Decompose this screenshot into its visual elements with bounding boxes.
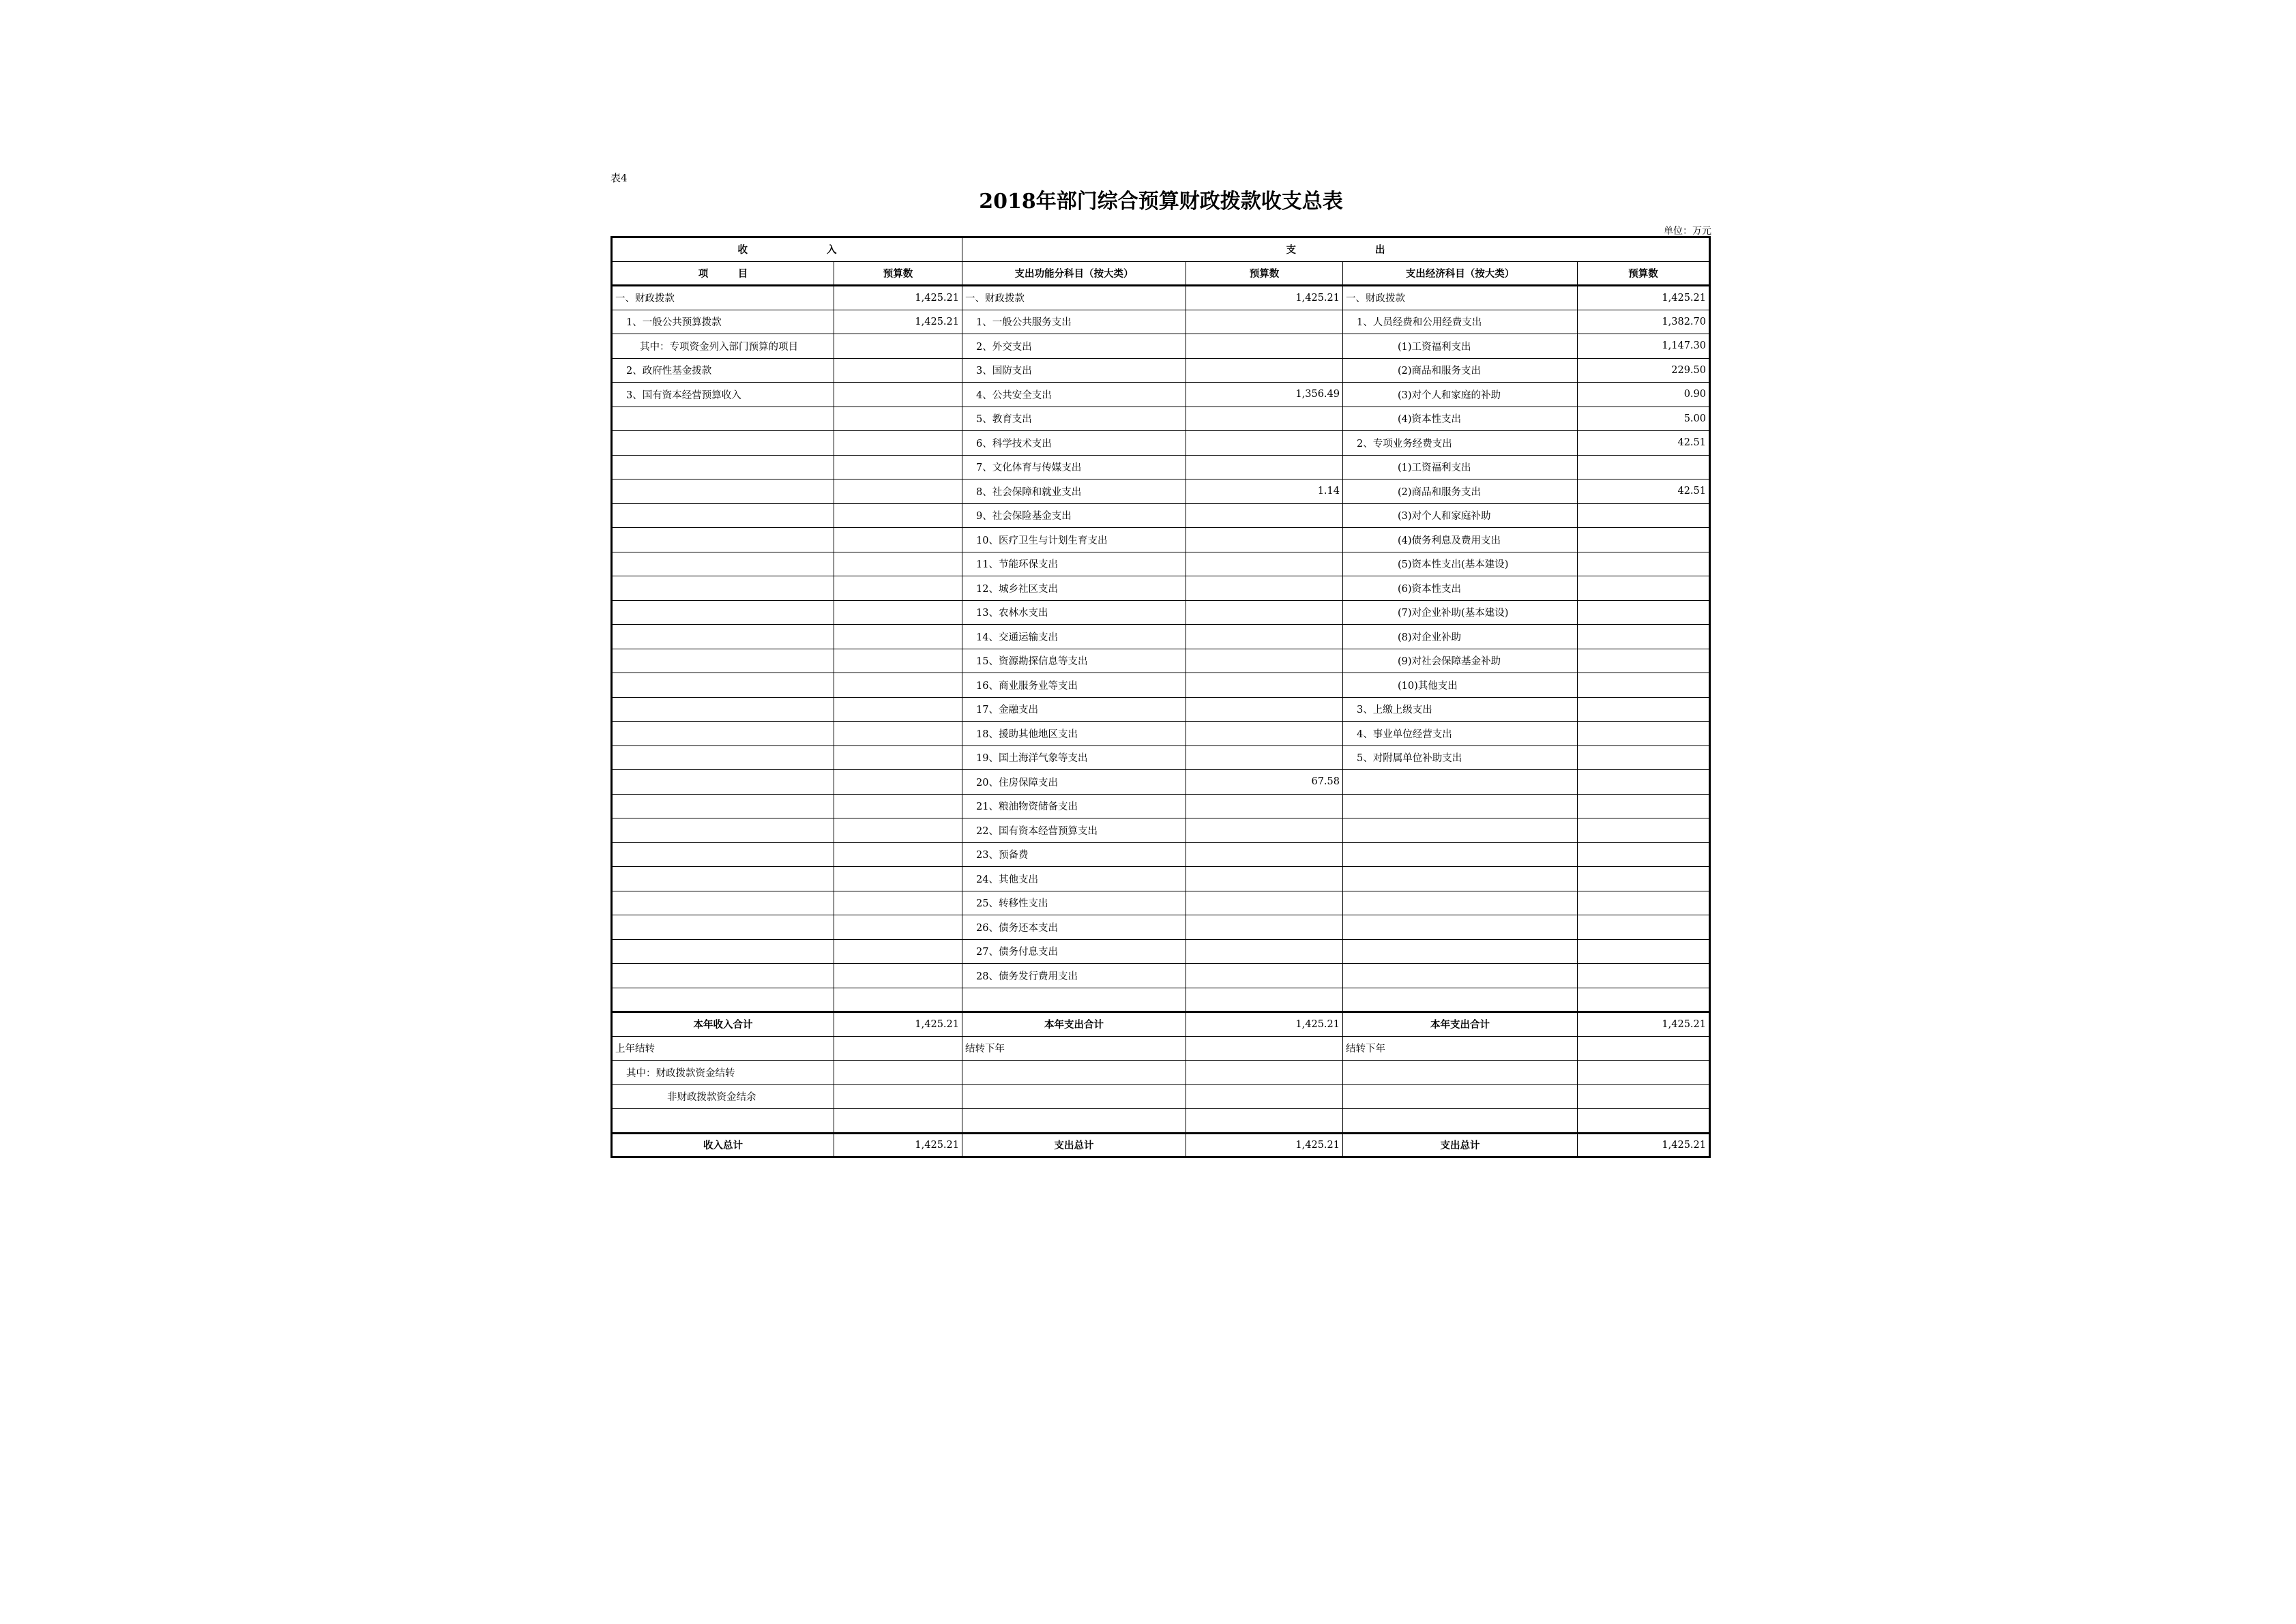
table-row (612, 1061, 1710, 1085)
econ-item-cell: (7)对企业补助(基本建设) (1343, 600, 1578, 625)
func-amount-cell: 67.58 (1186, 770, 1343, 795)
income-item-cell (612, 939, 834, 964)
econ-amount-cell (1578, 503, 1710, 528)
func-item-cell: 1、一般公共服务支出 (962, 310, 1186, 334)
func-amount-cell (1186, 1036, 1343, 1061)
econ-amount-cell (1578, 867, 1710, 891)
income-amount-cell (834, 1036, 962, 1061)
econ-item-cell (1343, 939, 1578, 964)
func-amount-cell (1186, 1084, 1343, 1109)
func-item-cell: 9、社会保险基金支出 (962, 503, 1186, 528)
income-amount-cell: 1,425.21 (834, 1133, 962, 1157)
table-row (612, 842, 1710, 867)
func-item-cell (962, 1084, 1186, 1109)
econ-amount-cell: 0.90 (1578, 383, 1710, 407)
income-item-cell (612, 745, 834, 770)
econ-amount-cell (1578, 818, 1710, 843)
econ-amount-cell (1578, 576, 1710, 601)
econ-amount-cell (1578, 673, 1710, 698)
econ-amount-cell (1578, 552, 1710, 576)
econ-amount-cell (1578, 1036, 1710, 1061)
table-row (612, 722, 1710, 746)
income-item-cell (612, 600, 834, 625)
func-item-cell: 22、国有资本经营预算支出 (962, 818, 1186, 843)
func-amount-cell (1186, 455, 1343, 479)
econ-item-cell: 结转下年 (1343, 1036, 1578, 1061)
income-amount-cell (834, 649, 962, 673)
econ-item-cell: (3)对个人和家庭补助 (1343, 503, 1578, 528)
func-item-cell: 19、国土海洋气象等支出 (962, 745, 1186, 770)
econ-item-cell: (9)对社会保障基金补助 (1343, 649, 1578, 673)
table-row (612, 600, 1710, 625)
income-item-cell (612, 891, 834, 915)
func-amount-cell (1186, 649, 1343, 673)
func-item-cell: 21、粮油物资储备支出 (962, 794, 1186, 818)
func-amount-cell (1186, 794, 1343, 818)
income-amount-cell (834, 383, 962, 407)
econ-item-cell (1343, 1084, 1578, 1109)
column-header-row (612, 261, 1710, 286)
income-item-header: 项 目 (612, 261, 834, 286)
econ-amount-cell (1578, 964, 1710, 988)
econ-amount-header: 预算数 (1578, 261, 1710, 286)
econ-amount-cell (1578, 745, 1710, 770)
income-amount-cell (834, 745, 962, 770)
func-item-cell: 26、债务还本支出 (962, 915, 1186, 940)
econ-item-cell (1343, 1109, 1578, 1134)
econ-amount-cell (1578, 600, 1710, 625)
income-amount-cell (834, 528, 962, 552)
table-label: 表4 (610, 172, 628, 184)
func-amount-cell (1186, 334, 1343, 359)
func-item-cell: 14、交通运输支出 (962, 625, 1186, 649)
func-amount-cell (1186, 867, 1343, 891)
table-row (612, 939, 1710, 964)
econ-amount-cell (1578, 1061, 1710, 1085)
income-amount-cell (834, 988, 962, 1012)
func-item-cell: 支出总计 (962, 1133, 1186, 1157)
func-amount-cell: 1,425.21 (1186, 1012, 1343, 1037)
econ-item-cell (1343, 988, 1578, 1012)
func-amount-cell (1186, 1061, 1343, 1085)
func-amount-cell (1186, 407, 1343, 431)
econ-amount-cell (1578, 1109, 1710, 1134)
func-item-header: 支出功能分科目（按大类） (962, 261, 1186, 286)
budget-table (610, 236, 1711, 1158)
table-row (612, 431, 1710, 456)
unit-label: 单位：万元 (1664, 226, 1711, 237)
income-amount-cell (834, 407, 962, 431)
grand-total-row (612, 1133, 1710, 1157)
income-item-cell (612, 528, 834, 552)
table-row (612, 1036, 1710, 1061)
econ-item-cell (1343, 964, 1578, 988)
econ-item-cell: (2)商品和服务支出 (1343, 479, 1578, 504)
income-amount-header: 预算数 (834, 261, 962, 286)
income-amount-cell (834, 503, 962, 528)
func-amount-cell (1186, 673, 1343, 698)
func-amount-cell (1186, 528, 1343, 552)
func-item-cell: 27、债务付息支出 (962, 939, 1186, 964)
table-row (612, 891, 1710, 915)
table-row (612, 286, 1710, 310)
year-total-row (612, 1012, 1710, 1037)
func-amount-cell: 1.14 (1186, 479, 1343, 504)
func-amount-cell (1186, 697, 1343, 722)
income-item-cell (612, 1109, 834, 1134)
income-amount-cell (834, 964, 962, 988)
econ-amount-cell: 1,425.21 (1578, 286, 1710, 310)
func-amount-cell (1186, 600, 1343, 625)
func-amount-cell (1186, 358, 1343, 383)
income-item-cell (612, 818, 834, 843)
func-item-cell: 6、科学技术支出 (962, 431, 1186, 456)
income-item-cell: 1、一般公共预算拨款 (612, 310, 834, 334)
income-amount-cell (834, 552, 962, 576)
income-item-cell (612, 697, 834, 722)
table-row (612, 915, 1710, 940)
func-item-cell: 12、城乡社区支出 (962, 576, 1186, 601)
income-item-cell (612, 552, 834, 576)
table-row (612, 770, 1710, 795)
func-item-cell: 13、农林水支出 (962, 600, 1186, 625)
econ-item-cell: (3)对个人和家庭的补助 (1343, 383, 1578, 407)
income-amount-cell (834, 673, 962, 698)
page-title: 2018年部门综合预算财政拨款收支总表 (979, 190, 1343, 213)
income-amount-cell (834, 939, 962, 964)
table-row (612, 1084, 1710, 1109)
income-amount-cell (834, 1084, 962, 1109)
func-amount-cell (1186, 891, 1343, 915)
func-item-cell: 4、公共安全支出 (962, 383, 1186, 407)
income-amount-cell: 1,425.21 (834, 1012, 962, 1037)
econ-item-cell (1343, 891, 1578, 915)
econ-amount-cell (1578, 1084, 1710, 1109)
income-amount-cell: 1,425.21 (834, 286, 962, 310)
econ-item-cell: 5、对附属单位补助支出 (1343, 745, 1578, 770)
income-item-cell (612, 503, 834, 528)
econ-item-cell: (2)商品和服务支出 (1343, 358, 1578, 383)
income-amount-cell (834, 818, 962, 843)
income-item-cell (612, 455, 834, 479)
econ-amount-cell (1578, 770, 1710, 795)
econ-item-cell: (1)工资福利支出 (1343, 455, 1578, 479)
econ-item-cell: 支出总计 (1343, 1133, 1578, 1157)
econ-amount-cell (1578, 625, 1710, 649)
income-item-cell (612, 407, 834, 431)
table-row (612, 818, 1710, 843)
func-item-cell: 16、商业服务业等支出 (962, 673, 1186, 698)
func-amount-cell (1186, 964, 1343, 988)
econ-item-cell (1343, 1061, 1578, 1085)
func-item-cell: 18、援助其他地区支出 (962, 722, 1186, 746)
income-amount-cell (834, 794, 962, 818)
econ-amount-cell (1578, 988, 1710, 1012)
table-row (612, 988, 1710, 1012)
income-item-cell: 上年结转 (612, 1036, 834, 1061)
table-row (612, 334, 1710, 359)
func-amount-cell: 1,425.21 (1186, 1133, 1343, 1157)
func-amount-cell (1186, 431, 1343, 456)
expense-section-header: 支 出 (962, 237, 1710, 262)
func-item-cell: 17、金融支出 (962, 697, 1186, 722)
func-item-cell: 3、国防支出 (962, 358, 1186, 383)
table-row (612, 867, 1710, 891)
income-item-cell: 2、政府性基金拨款 (612, 358, 834, 383)
income-section-header: 收 入 (612, 237, 962, 262)
func-item-cell: 2、外交支出 (962, 334, 1186, 359)
func-amount-cell (1186, 842, 1343, 867)
econ-amount-cell (1578, 842, 1710, 867)
econ-item-cell: (1)工资福利支出 (1343, 334, 1578, 359)
func-amount-cell (1186, 722, 1343, 746)
func-item-cell: 结转下年 (962, 1036, 1186, 1061)
table-row (612, 649, 1710, 673)
func-item-cell: 8、社会保障和就业支出 (962, 479, 1186, 504)
econ-item-header: 支出经济科目（按大类） (1343, 261, 1578, 286)
income-item-cell (612, 431, 834, 456)
table-row (612, 625, 1710, 649)
econ-amount-cell (1578, 915, 1710, 940)
income-item-cell (612, 867, 834, 891)
income-amount-cell (834, 722, 962, 746)
econ-item-cell (1343, 794, 1578, 818)
func-amount-cell (1186, 915, 1343, 940)
func-amount-cell (1186, 818, 1343, 843)
income-item-cell (612, 842, 834, 867)
func-amount-cell (1186, 625, 1343, 649)
income-item-cell: 其中：专项资金列入部门预算的项目 (612, 334, 834, 359)
func-item-cell (962, 1109, 1186, 1134)
econ-item-cell: 2、专项业务经费支出 (1343, 431, 1578, 456)
econ-amount-cell (1578, 649, 1710, 673)
income-item-cell: 非财政拨款资金结余 (612, 1084, 834, 1109)
econ-amount-cell: 1,382.70 (1578, 310, 1710, 334)
income-item-cell (612, 479, 834, 504)
income-item-cell (612, 794, 834, 818)
table-row (612, 358, 1710, 383)
table-row (612, 576, 1710, 601)
income-item-cell (612, 625, 834, 649)
econ-amount-cell: 1,147.30 (1578, 334, 1710, 359)
econ-item-cell (1343, 818, 1578, 843)
income-amount-cell (834, 891, 962, 915)
econ-item-cell: (10)其他支出 (1343, 673, 1578, 698)
econ-item-cell: (4)债务利息及费用支出 (1343, 528, 1578, 552)
income-amount-cell (834, 334, 962, 359)
income-amount-cell (834, 770, 962, 795)
income-item-cell (612, 576, 834, 601)
table-row (612, 455, 1710, 479)
table-row (612, 407, 1710, 431)
econ-amount-cell (1578, 697, 1710, 722)
econ-amount-cell: 1,425.21 (1578, 1012, 1710, 1037)
econ-amount-cell (1578, 939, 1710, 964)
income-amount-cell (834, 358, 962, 383)
income-amount-cell (834, 455, 962, 479)
econ-item-cell: (5)资本性支出(基本建设) (1343, 552, 1578, 576)
econ-item-cell (1343, 867, 1578, 891)
func-item-cell: 20、住房保障支出 (962, 770, 1186, 795)
func-item-cell: 11、节能环保支出 (962, 552, 1186, 576)
table-row (612, 503, 1710, 528)
econ-amount-cell (1578, 528, 1710, 552)
econ-item-cell: (6)资本性支出 (1343, 576, 1578, 601)
func-amount-cell: 1,356.49 (1186, 383, 1343, 407)
econ-item-cell: 一、财政拨款 (1343, 286, 1578, 310)
income-item-cell: 其中：财政拨款资金结转 (612, 1061, 834, 1085)
table-row (612, 383, 1710, 407)
section-header-row (612, 237, 1710, 262)
econ-item-cell: 4、事业单位经营支出 (1343, 722, 1578, 746)
econ-amount-cell: 42.51 (1578, 431, 1710, 456)
income-item-cell (612, 770, 834, 795)
table-row (612, 964, 1710, 988)
func-item-cell: 28、债务发行费用支出 (962, 964, 1186, 988)
income-amount-cell (834, 1061, 962, 1085)
econ-item-cell: 本年支出合计 (1343, 1012, 1578, 1037)
func-item-cell: 15、资源勘探信息等支出 (962, 649, 1186, 673)
econ-amount-cell (1578, 891, 1710, 915)
table-row (612, 528, 1710, 552)
func-item-cell: 一、财政拨款 (962, 286, 1186, 310)
econ-amount-cell (1578, 794, 1710, 818)
econ-amount-cell: 229.50 (1578, 358, 1710, 383)
table-row (612, 1109, 1710, 1134)
table-row (612, 745, 1710, 770)
func-amount-cell: 1,425.21 (1186, 286, 1343, 310)
func-item-cell: 10、医疗卫生与计划生育支出 (962, 528, 1186, 552)
table-row (612, 673, 1710, 698)
func-amount-cell (1186, 576, 1343, 601)
income-item-cell (612, 988, 834, 1012)
income-amount-cell (834, 600, 962, 625)
table-row (612, 697, 1710, 722)
func-amount-cell (1186, 939, 1343, 964)
func-item-cell: 23、预备费 (962, 842, 1186, 867)
income-amount-cell: 1,425.21 (834, 310, 962, 334)
func-amount-cell (1186, 310, 1343, 334)
econ-item-cell: (8)对企业补助 (1343, 625, 1578, 649)
econ-item-cell (1343, 770, 1578, 795)
func-item-cell: 5、教育支出 (962, 407, 1186, 431)
table-row (612, 310, 1710, 334)
income-item-cell: 本年收入合计 (612, 1012, 834, 1037)
income-amount-cell (834, 1109, 962, 1134)
func-item-cell: 25、转移性支出 (962, 891, 1186, 915)
income-item-cell: 一、财政拨款 (612, 286, 834, 310)
income-amount-cell (834, 697, 962, 722)
func-amount-header: 预算数 (1186, 261, 1343, 286)
func-item-cell: 7、文化体育与传媒支出 (962, 455, 1186, 479)
income-item-cell (612, 673, 834, 698)
func-item-cell: 本年支出合计 (962, 1012, 1186, 1037)
income-amount-cell (834, 576, 962, 601)
econ-amount-cell (1578, 455, 1710, 479)
econ-amount-cell: 42.51 (1578, 479, 1710, 504)
income-amount-cell (834, 867, 962, 891)
econ-amount-cell: 5.00 (1578, 407, 1710, 431)
func-amount-cell (1186, 988, 1343, 1012)
func-amount-cell (1186, 1109, 1343, 1134)
income-item-cell: 3、国有资本经营预算收入 (612, 383, 834, 407)
table-row (612, 552, 1710, 576)
table-row (612, 479, 1710, 504)
table-row (612, 794, 1710, 818)
func-amount-cell (1186, 745, 1343, 770)
econ-item-cell (1343, 915, 1578, 940)
income-item-cell (612, 649, 834, 673)
func-item-cell (962, 1061, 1186, 1085)
income-item-cell (612, 964, 834, 988)
income-amount-cell (834, 842, 962, 867)
income-amount-cell (834, 915, 962, 940)
income-item-cell: 收入总计 (612, 1133, 834, 1157)
income-amount-cell (834, 431, 962, 456)
econ-item-cell: 3、上缴上级支出 (1343, 697, 1578, 722)
econ-amount-cell: 1,425.21 (1578, 1133, 1710, 1157)
func-amount-cell (1186, 503, 1343, 528)
econ-item-cell (1343, 842, 1578, 867)
income-item-cell (612, 915, 834, 940)
econ-amount-cell (1578, 722, 1710, 746)
func-amount-cell (1186, 552, 1343, 576)
func-item-cell: 24、其他支出 (962, 867, 1186, 891)
income-amount-cell (834, 479, 962, 504)
income-amount-cell (834, 625, 962, 649)
econ-item-cell: (4)资本性支出 (1343, 407, 1578, 431)
econ-item-cell: 1、人员经费和公用经费支出 (1343, 310, 1578, 334)
func-item-cell (962, 988, 1186, 1012)
income-item-cell (612, 722, 834, 746)
